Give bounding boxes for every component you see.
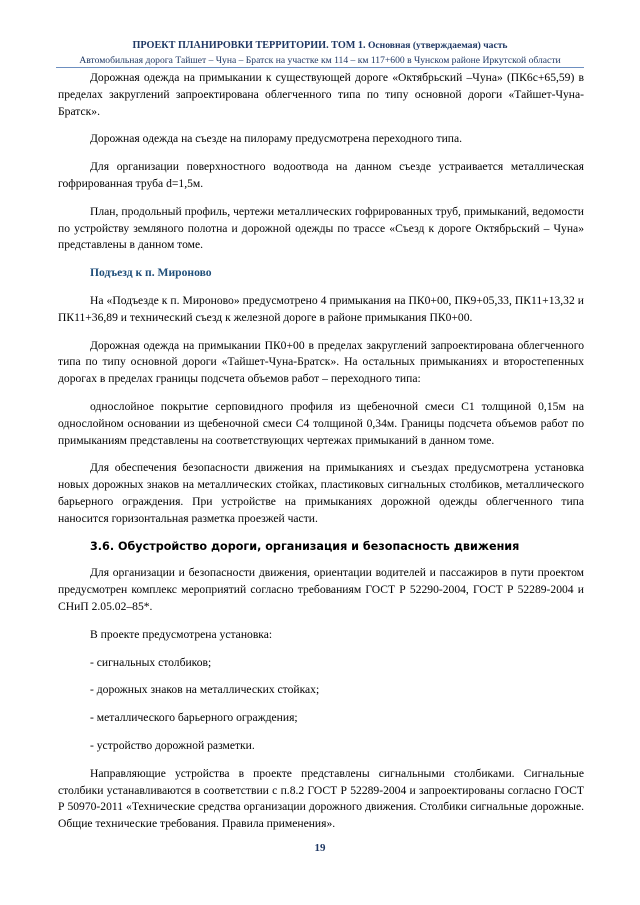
- list-item: - дорожных знаков на металлических стойках;: [90, 683, 320, 697]
- list-item: - устройство дорожной разметки.: [90, 738, 255, 752]
- paragraph-2: Дорожная одежда на съезде на пилораму предусмотрена переходного типа.: [90, 132, 463, 146]
- paragraph-3: Для организации поверхностного водоотвода на данном съезде устраивается металлическая гофрированная труба d=1,5м.: [58, 160, 584, 190]
- paragraph-11: Направляющие устройства в проекте представлены сигнальными столбиками. Сигнальные столбики устанавливаются в соответствии с п.8.2 ГОСТ Р 52289-2004 и запроектированы согласно ГОСТ Р 50970-2011 «Технические средства организации дорожного движения. Столбики сигнальные дорожные. Общие технические требования. Правила применения».: [58, 766, 584, 831]
- paragraph-9: Для организации и безопасности движения, ориентации водителей и пассажиров в пути проектом предусмотрен комплекс мероприятий согласно требованиям ГОСТ Р 52290-2004, ГОСТ Р 52289-2004 и СНиП 2.05.02–85*.: [58, 566, 584, 613]
- paragraph-7: однослойное покрытие серповидного профиля из щебеночной смеси С1 толщиной 0,15м на однослойном основании из щебеночной смеси С4 толщиной 0,34м. Границы подсчета объемов работ по примыканиям представлены на соответствующих чертежах примыканий в данном томе.: [58, 399, 584, 447]
- paragraph-1: Дорожная одежда на примыкании к существующей дороге «Октябрьский –Чуна» (ПК6с+65,59) в пределах закруглений запроектирована облегченного типа по типу основной дороги «Тайшет-Чуна-Братск».: [58, 71, 584, 118]
- page-number: 19: [314, 842, 326, 854]
- paragraph-4: План, продольный профиль, чертежи металлических гофрированных труб, примыканий, ведомости по устройству земляного полотна и дорожной одежды по трассе «Съезд к дороге Октябрьский – Чуна» представлены в данном томе.: [58, 204, 584, 252]
- header-title-rest: Основная (утверждаемая) часть: [365, 40, 508, 51]
- list-item: - металлического барьерного ограждения;: [90, 711, 298, 725]
- header-divider: [56, 67, 584, 68]
- paragraph-5: На «Подъезде к п. Мироново» предусмотрено 4 примыкания на ПК0+00, ПК9+05,33, ПК11+13,32 и ПК11+36,89 и технический съезд к железной дороге в районе примыкания ПК0+00.: [58, 293, 584, 324]
- document-body: [58, 70, 584, 844]
- paragraph-8: Для обеспечения безопасности движения на примыканиях и съездах предусмотрена установка новых дорожных знаков на металлических стойках, пластиковых сигнальных столбиков, металлического барьерного ограждения. При устройстве на примыканиях дорожной одежды облегченного типа наносится горизонтальная разметка проезжей части.: [58, 461, 584, 525]
- section-heading-3-6: 3.6. Обустройство дороги, организация и безопасность движения: [90, 539, 520, 553]
- running-header-subtitle: Автомобильная дорога Тайшет – Чуна – Братск на участке км 114 – км 117+600 в Чунском районе Иркутской области: [79, 55, 561, 66]
- list-item: - сигнальных столбиков;: [90, 655, 212, 669]
- running-header-title: [60, 40, 580, 51]
- header-title-caps: ПРОЕКТ ПЛАНИРОВКИ ТЕРРИТОРИИ. ТОМ 1.: [132, 40, 366, 51]
- subheading-mironovo: Подъезд к п. Мироново: [90, 266, 212, 280]
- paragraph-6: Дорожная одежда на примыкании ПК0+00 в пределах закруглений запроектирована облегченного типа по типу основной дороги «Тайшет-Чуна-Братск». На остальных примыканиях и второстепенных дорогах в пределах границы подсчета объемов работ – переходного типа:: [58, 338, 584, 386]
- paragraph-10: В проекте предусмотрена установка:: [90, 627, 273, 641]
